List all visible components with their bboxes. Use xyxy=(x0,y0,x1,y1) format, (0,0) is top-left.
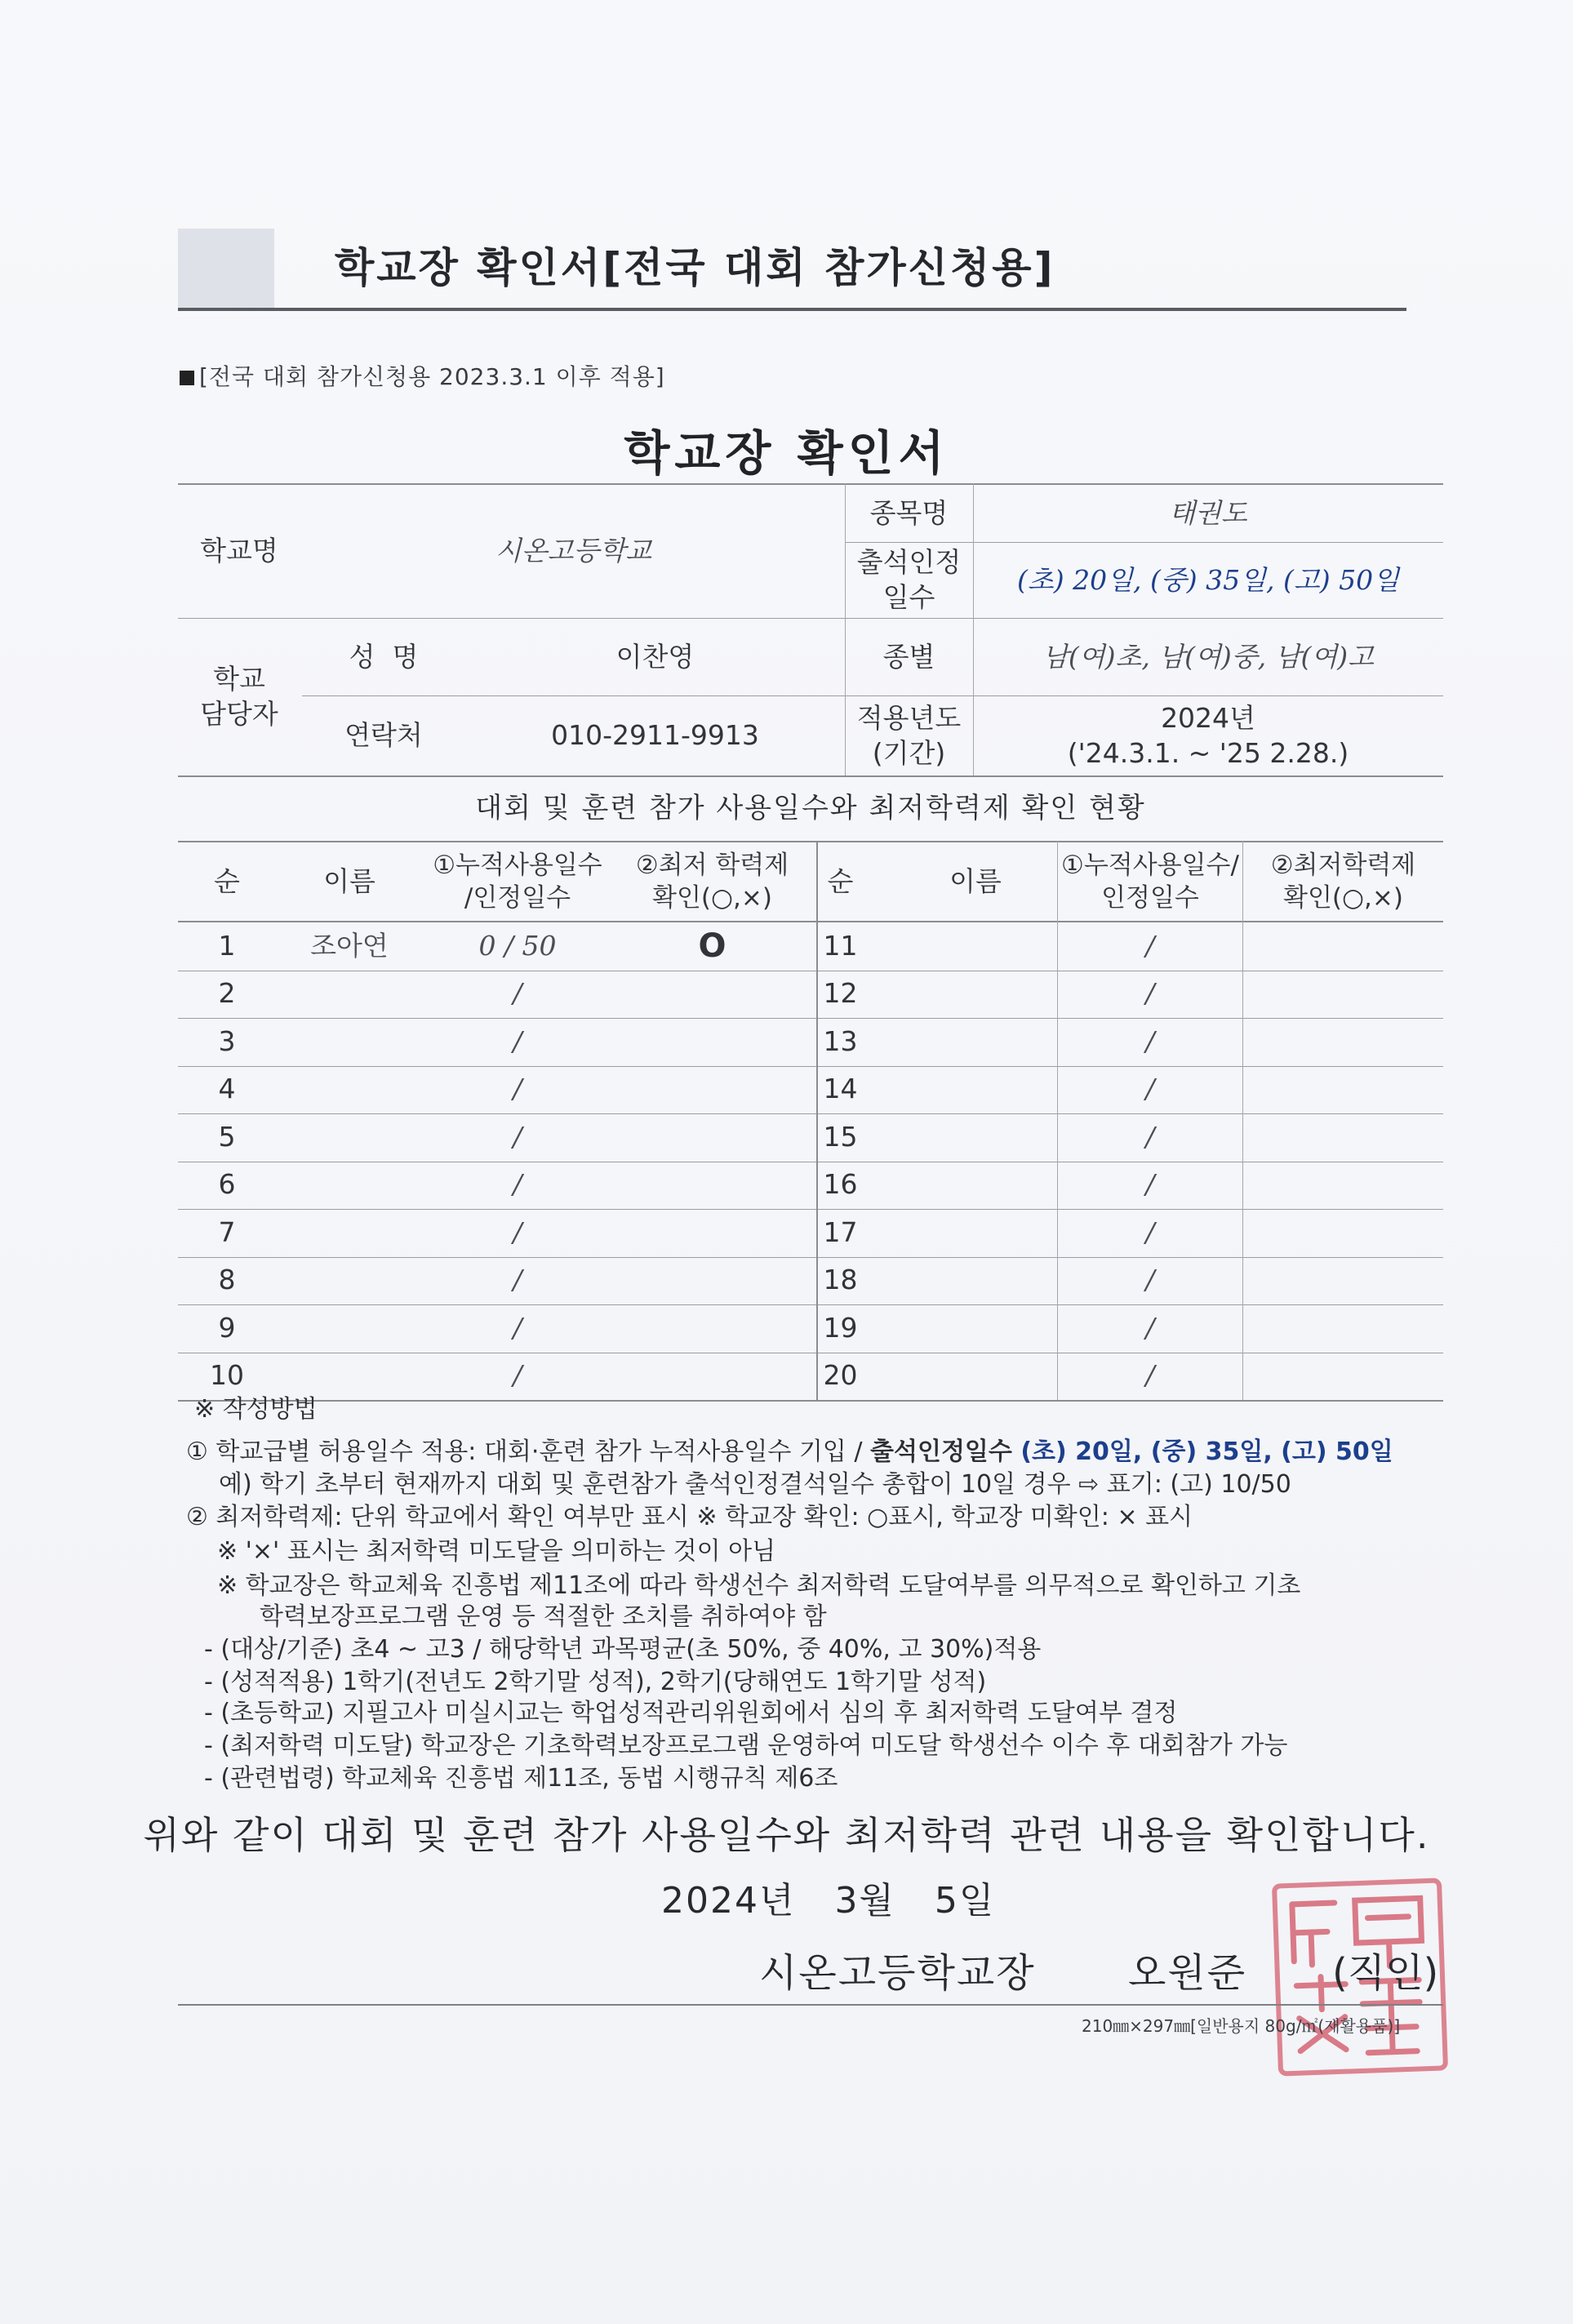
student-name xyxy=(276,1209,423,1257)
achievement-check xyxy=(608,1209,816,1257)
achievement-check xyxy=(1243,1304,1443,1353)
contact-name-label: 성 명 xyxy=(349,640,419,673)
row-number: 8 xyxy=(218,1264,236,1296)
days-used: / xyxy=(513,1359,522,1392)
student-name xyxy=(882,1353,1057,1401)
days-used: 0 / 50 xyxy=(478,929,557,962)
year-value-line2: ('24.3.1. ~ '25 2.28.) xyxy=(1067,736,1349,769)
row-number: 4 xyxy=(218,1073,236,1105)
year-label-line2: (기간) xyxy=(872,736,946,769)
student-name xyxy=(882,1162,1057,1210)
achievement-check xyxy=(608,971,816,1019)
instruction-item-1-text: ① 학교급별 허용일수 적용: 대회·훈련 참가 누적사용일수 기입 / xyxy=(186,1438,870,1466)
row-number: 7 xyxy=(218,1215,236,1248)
row-number: 14 xyxy=(823,1073,858,1105)
signer-name: 오원준 xyxy=(1128,1950,1247,1996)
manager-label xyxy=(178,619,300,775)
row-number: 2 xyxy=(218,977,236,1010)
header-days-left-line2: /인정일수 xyxy=(464,883,571,913)
student-name xyxy=(882,1209,1057,1257)
header-days-left xyxy=(423,842,612,921)
instruction-bullet-1: - (대상/기준) 초4 ~ 고3 / 해당학년 과목평균(초 50%, 중 40%, 고 30%)적용 xyxy=(204,1635,1042,1664)
row-number: 1 xyxy=(218,929,236,962)
days-used: / xyxy=(513,1311,522,1344)
header-days-right xyxy=(1058,842,1242,921)
student-name xyxy=(882,971,1057,1019)
header-check-left-line2: 확인(○,×) xyxy=(652,883,772,913)
student-name xyxy=(882,1257,1057,1305)
row-divider xyxy=(178,1400,1443,1402)
notice-text: [전국 대회 참가신청용 2023.3.1 이후 적용] xyxy=(199,363,665,390)
row-number: 3 xyxy=(218,1024,236,1057)
achievement-check xyxy=(1243,1066,1443,1114)
paper-spec: 210㎜×297㎜[일반용지 80g/㎡(재활용품)] xyxy=(1082,2016,1401,2036)
document-heading: 학교장 확인서[전국 대회 참가신청용] xyxy=(335,244,1055,291)
header-check-right-line2: 확인(○,×) xyxy=(1283,883,1403,913)
instruction-bullet-2: - (성적적용) 1학기(전년도 2학기말 성적), 2학기(당해연도 1학기말 성적) xyxy=(204,1668,987,1696)
row-number: 10 xyxy=(210,1359,244,1392)
days-used: / xyxy=(1145,1024,1155,1057)
days-used: / xyxy=(1145,929,1155,962)
instruction-item-2-note-2b: 학력보장프로그램 운영 등 적절한 조치를 취하여야 함 xyxy=(260,1602,827,1631)
student-name: 조아연 xyxy=(310,929,389,962)
year-label xyxy=(845,696,973,775)
row-number: 11 xyxy=(823,929,858,962)
confirmation-statement: 위와 같이 대회 및 훈련 참가 사용일수와 최저학력 관련 내용을 확인합니다. xyxy=(143,1813,1430,1857)
days-used: / xyxy=(1145,1215,1155,1248)
achievement-check xyxy=(608,1113,816,1162)
days-used: / xyxy=(513,1168,522,1201)
days-used: / xyxy=(1145,1120,1155,1153)
instruction-item-1 xyxy=(186,1440,1393,1464)
instructions-heading: ※ 작성방법 xyxy=(194,1395,318,1424)
student-name xyxy=(276,1304,423,1353)
student-name xyxy=(276,1066,423,1114)
days-used: / xyxy=(513,1024,522,1057)
achievement-check xyxy=(1243,1162,1443,1210)
achievement-check: O xyxy=(698,927,727,966)
student-name xyxy=(276,1113,423,1162)
student-name xyxy=(276,971,423,1019)
instruction-item-1-bold: 출석인정일수 xyxy=(870,1438,1012,1466)
achievement-check xyxy=(1243,971,1443,1019)
achievement-check xyxy=(1243,1113,1443,1162)
achievement-check xyxy=(608,1353,816,1401)
header-name-right: 이름 xyxy=(949,864,1002,897)
form-title: 학교장 확인서 xyxy=(624,425,949,481)
notice xyxy=(180,359,665,392)
signer-title: 시온고등학교장 xyxy=(759,1950,1036,1996)
days-used: / xyxy=(1145,1359,1155,1392)
header-days-right-line1: ①누적사용일수/ xyxy=(1061,850,1239,880)
instruction-bullet-4: - (최저학력 미도달) 학교장은 기초학력보장프로그램 운영하여 미도달 학생선수 이수 후 대회참가 가능 xyxy=(204,1731,1288,1760)
student-name xyxy=(882,1066,1057,1114)
student-name xyxy=(882,1018,1057,1066)
contact-name-value: 이찬영 xyxy=(615,640,695,673)
student-name xyxy=(276,1353,423,1401)
header-days-left-line1: ①누적사용일수 xyxy=(433,850,602,880)
instruction-item-2-note-2a: ※ 학교장은 학교체육 진흥법 제11조에 따라 학생선수 최저학력 도달여부를 의무적으로 확인하고 기초 xyxy=(217,1571,1301,1600)
achievement-check xyxy=(608,1018,816,1066)
achievement-check xyxy=(608,1304,816,1353)
row-number: 15 xyxy=(823,1120,858,1153)
achievement-check xyxy=(1243,1209,1443,1257)
student-name xyxy=(276,1162,423,1210)
square-bullet-icon xyxy=(180,371,194,385)
header-check-left-line1: ②최저 학력제 xyxy=(635,850,789,880)
attendance-label xyxy=(845,543,973,618)
instruction-item-2-note-1: ※ '×' 표시는 최저학력 미도달을 의미하는 것이 아님 xyxy=(217,1537,776,1566)
header-check-left xyxy=(608,842,816,921)
student-name xyxy=(276,1018,423,1066)
achievement-check xyxy=(1243,1353,1443,1401)
row-number: 12 xyxy=(823,977,858,1010)
manager-label-line2: 담당자 xyxy=(200,698,278,730)
student-name xyxy=(882,1304,1057,1353)
attendance-value: (초) 20일, (중) 35일, (고) 50일 xyxy=(1017,563,1399,596)
header-no-right: 순 xyxy=(827,864,854,897)
achievement-check xyxy=(608,1162,816,1210)
school-name-label: 학교명 xyxy=(200,534,278,567)
row-number: 6 xyxy=(218,1168,236,1201)
seal-mark-label: (직인) xyxy=(1332,1950,1439,1996)
school-name-value: 시온고등학교 xyxy=(495,534,652,567)
year-value xyxy=(973,696,1443,775)
achievement-check xyxy=(1243,1018,1443,1066)
row-number: 19 xyxy=(823,1311,858,1344)
header-days-right-line2: 인정일수 xyxy=(1101,883,1199,913)
achievement-check xyxy=(608,1257,816,1305)
days-used: / xyxy=(513,1264,522,1296)
year-value-line1: 2024년 xyxy=(1161,701,1255,734)
heading-rule xyxy=(178,308,1406,311)
student-name xyxy=(882,1113,1057,1162)
instruction-bullet-3: - (초등학교) 지필고사 미실시교는 학업성적관리위원회에서 심의 후 최저학력 도달여부 결정 xyxy=(204,1699,1178,1727)
days-used: / xyxy=(513,977,522,1010)
row-number: 20 xyxy=(823,1359,858,1392)
bottom-rule xyxy=(178,2004,1443,2006)
achievement-check xyxy=(608,1066,816,1114)
header-check-right-line1: ②최저학력제 xyxy=(1270,850,1416,880)
student-name xyxy=(276,1257,423,1305)
row-number: 5 xyxy=(218,1120,236,1153)
category-value: 남(여)초, 남(여)중, 남(여)고 xyxy=(1042,640,1375,673)
issue-date: 2024년 3월 5일 xyxy=(661,1880,996,1922)
student-name xyxy=(882,922,1057,971)
instruction-item-2: ② 최저학력제: 단위 학교에서 확인 여부만 표시 ※ 학교장 확인: ○표시, 학교장 미확인: × 표시 xyxy=(186,1503,1193,1531)
achievement-check xyxy=(1243,922,1443,971)
row-number: 16 xyxy=(823,1168,858,1201)
row-number: 9 xyxy=(218,1311,236,1344)
header-name-left: 이름 xyxy=(323,864,375,897)
sport-value: 태권도 xyxy=(1169,496,1247,529)
days-used: / xyxy=(1145,1264,1155,1296)
manager-label-line1: 학교 xyxy=(213,663,265,695)
header-shade xyxy=(178,229,274,309)
phone-label: 연락처 xyxy=(344,719,423,752)
achievement-check xyxy=(1243,1257,1443,1305)
row-number: 18 xyxy=(823,1264,858,1296)
attendance-label-line1: 출석인정 xyxy=(856,546,962,579)
instruction-item-1-example: 예) 학기 초부터 현재까지 대회 및 훈련참가 출석인정결석일수 총합이 10일 경우 ⇨ 표기: (고) 10/50 xyxy=(219,1470,1291,1499)
instruction-bullet-5: - (관련법령) 학교체육 진흥법 제11조, 동법 시행규칙 제6조 xyxy=(204,1764,838,1793)
phone-value: 010-2911-9913 xyxy=(551,719,759,752)
days-used: / xyxy=(1145,1311,1155,1344)
days-used: / xyxy=(513,1120,522,1153)
days-used: / xyxy=(1145,1073,1155,1105)
instruction-item-1-highlight: (초) 20일, (중) 35일, (고) 50일 xyxy=(1011,1438,1393,1466)
header-no-left: 순 xyxy=(214,864,240,897)
category-label: 종별 xyxy=(882,640,935,673)
attendance-label-line2: 일수 xyxy=(882,581,935,613)
days-used: / xyxy=(1145,1168,1155,1201)
year-label-line1: 적용년도 xyxy=(856,701,962,734)
days-used: / xyxy=(513,1215,522,1248)
usage-table-caption: 대회 및 훈련 참가 사용일수와 최저학력제 확인 현황 xyxy=(475,792,1146,824)
sport-label: 종목명 xyxy=(869,496,949,529)
days-used: / xyxy=(513,1073,522,1105)
row-number: 13 xyxy=(823,1024,858,1057)
days-used: / xyxy=(1145,977,1155,1010)
row-number: 17 xyxy=(823,1215,858,1248)
header-check-right xyxy=(1243,842,1443,921)
